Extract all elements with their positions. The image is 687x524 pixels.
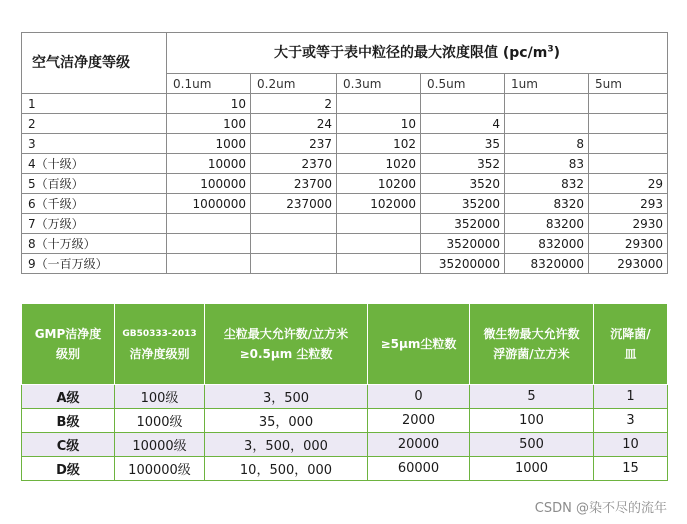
concentration-cell: 1020 [337, 154, 421, 174]
concentration-cell: 1000000 [167, 194, 251, 214]
cleanliness-class-table [21, 32, 668, 274]
concentration-cell [589, 134, 668, 154]
particle-size-header: 0.3um [337, 74, 421, 94]
grade-cell: A级 [22, 385, 115, 409]
plankton-cell: 5 [470, 385, 594, 409]
particle-size-header: 5um [589, 74, 668, 94]
concentration-cell [505, 94, 589, 114]
concentration-cell: 10 [337, 114, 421, 134]
dust-5-header: ≥5μm尘粒数 [368, 304, 470, 385]
concentration-cell: 293 [589, 194, 668, 214]
concentration-cell: 10000 [167, 154, 251, 174]
concentration-cell: 8320000 [505, 254, 589, 274]
particle-size-header: 1um [505, 74, 589, 94]
gb-cell: 10000级 [115, 433, 205, 457]
dust5-cell: 60000 [368, 457, 470, 481]
concentration-cell: 35 [421, 134, 505, 154]
concentration-cell: 352000 [421, 214, 505, 234]
concentration-cell [251, 214, 337, 234]
dust05-cell: 10，500，000 [205, 457, 368, 481]
particle-size-header: 0.5um [421, 74, 505, 94]
grade-cell: D级 [22, 457, 115, 481]
concentration-cell: 10 [167, 94, 251, 114]
concentration-limit-title: 大于或等于表中粒径的最大浓度限值 $(pc/m^3)$ [167, 33, 668, 74]
grade-cell: C级 [22, 433, 115, 457]
concentration-cell: 4 [421, 114, 505, 134]
concentration-cell: 29300 [589, 234, 668, 254]
table-row [22, 433, 668, 457]
concentration-cell: 100000 [167, 174, 251, 194]
dust-05-header: 尘粒最大允许数/立方米 ≥0.5μm 尘粒数 [205, 304, 368, 385]
settle-cell: 15 [594, 457, 668, 481]
table1-header-row [22, 33, 668, 74]
table-row [22, 409, 668, 433]
concentration-cell: 237000 [251, 194, 337, 214]
concentration-cell: 832 [505, 174, 589, 194]
concentration-cell: 100 [167, 114, 251, 134]
particle-size-header: 0.2um [251, 74, 337, 94]
dust05-cell: 3，500 [205, 385, 368, 409]
settling-bacteria-header: 沉降菌/ 皿 [594, 304, 668, 385]
plankton-cell: 500 [470, 433, 594, 457]
concentration-cell [337, 234, 421, 254]
class-label: 9（一百万级） [22, 254, 167, 274]
concentration-cell [589, 114, 668, 134]
concentration-cell: 1000 [167, 134, 251, 154]
concentration-cell: 29 [589, 174, 668, 194]
table-row [22, 174, 668, 194]
concentration-cell [167, 214, 251, 234]
concentration-cell [337, 94, 421, 114]
class-label: 3 [22, 134, 167, 154]
gmp-grade-table [21, 303, 668, 481]
settle-cell: 3 [594, 409, 668, 433]
concentration-cell [505, 114, 589, 134]
gmp-grade-header: GMP洁净度 级别 [22, 304, 115, 385]
concentration-cell: 3520 [421, 174, 505, 194]
concentration-cell [251, 254, 337, 274]
settle-cell: 1 [594, 385, 668, 409]
concentration-cell: 2930 [589, 214, 668, 234]
class-label: 8（十万级） [22, 234, 167, 254]
dust05-cell: 35，000 [205, 409, 368, 433]
concentration-cell [167, 234, 251, 254]
table2-header-row [22, 304, 668, 385]
gb-cell: 1000级 [115, 409, 205, 433]
table-row [22, 254, 668, 274]
concentration-cell: 8320 [505, 194, 589, 214]
concentration-cell [589, 94, 668, 114]
concentration-cell: 35200000 [421, 254, 505, 274]
particle-size-header: 0.1um [167, 74, 251, 94]
class-label: 1 [22, 94, 167, 114]
settle-cell: 10 [594, 433, 668, 457]
cleanliness-class-header: 空气洁净度等级 [22, 33, 167, 94]
concentration-cell: 83 [505, 154, 589, 174]
class-label: 5（百级） [22, 174, 167, 194]
dust05-cell: 3，500，000 [205, 433, 368, 457]
table-row [22, 214, 668, 234]
concentration-cell: 35200 [421, 194, 505, 214]
class-label: 6（千级） [22, 194, 167, 214]
table-row [22, 385, 668, 409]
class-label: 7（万级） [22, 214, 167, 234]
concentration-cell: 2 [251, 94, 337, 114]
plankton-cell: 1000 [470, 457, 594, 481]
gb-cell: 100000级 [115, 457, 205, 481]
table-row [22, 234, 668, 254]
gb-standard-header: GB50333-2013 洁净度级别 [115, 304, 205, 385]
concentration-cell: 2370 [251, 154, 337, 174]
concentration-cell: 832000 [505, 234, 589, 254]
dust5-cell: 20000 [368, 433, 470, 457]
concentration-cell [589, 154, 668, 174]
csdn-watermark: CSDN @染不尽的流年 [534, 501, 667, 516]
microbe-header: 微生物最大允许数 浮游菌/立方米 [470, 304, 594, 385]
table-row [22, 134, 668, 154]
table-row [22, 457, 668, 481]
concentration-cell: 237 [251, 134, 337, 154]
concentration-cell: 83200 [505, 214, 589, 234]
concentration-cell [337, 254, 421, 274]
concentration-cell: 23700 [251, 174, 337, 194]
concentration-cell [167, 254, 251, 274]
concentration-cell: 24 [251, 114, 337, 134]
table-row [22, 94, 668, 114]
dust5-cell: 0 [368, 385, 470, 409]
concentration-cell: 102000 [337, 194, 421, 214]
table-row [22, 154, 668, 174]
table-row [22, 194, 668, 214]
concentration-cell: 8 [505, 134, 589, 154]
dust5-cell: 2000 [368, 409, 470, 433]
grade-cell: B级 [22, 409, 115, 433]
table-row [22, 114, 668, 134]
concentration-cell: 10200 [337, 174, 421, 194]
class-label: 4（十级） [22, 154, 167, 174]
plankton-cell: 100 [470, 409, 594, 433]
gb-cell: 100级 [115, 385, 205, 409]
class-label: 2 [22, 114, 167, 134]
concentration-cell: 352 [421, 154, 505, 174]
concentration-cell [251, 234, 337, 254]
concentration-cell: 3520000 [421, 234, 505, 254]
concentration-cell [421, 94, 505, 114]
concentration-cell: 102 [337, 134, 421, 154]
concentration-cell [337, 214, 421, 234]
concentration-cell: 293000 [589, 254, 668, 274]
